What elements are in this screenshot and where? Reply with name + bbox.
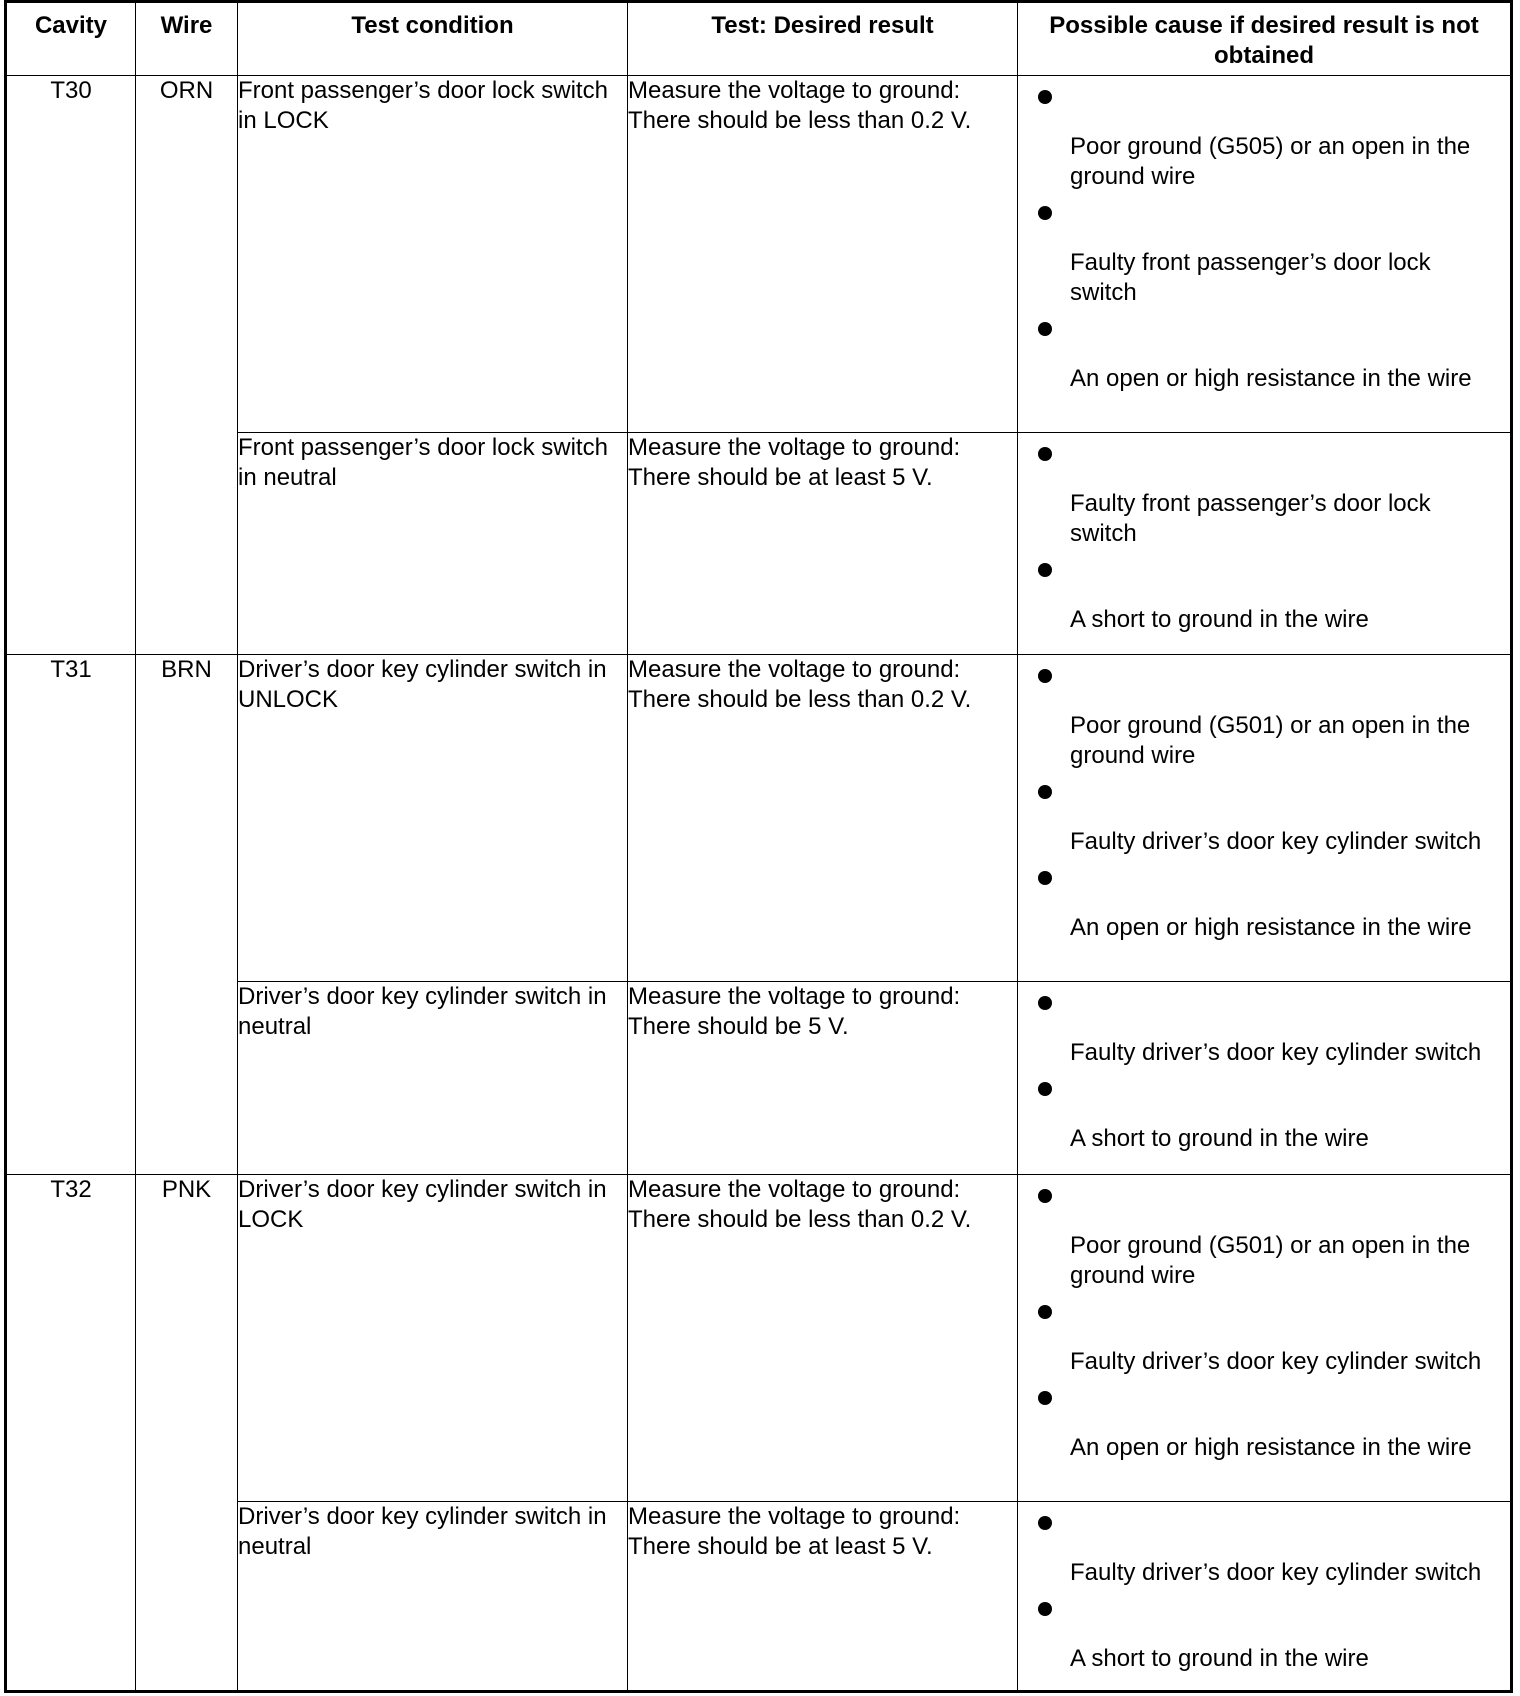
test-condition-cell: Front passenger’s door lock switch in neutral bbox=[238, 433, 628, 655]
list-item bbox=[1038, 447, 1502, 549]
bullet-icon bbox=[1038, 1516, 1052, 1530]
desired-result-cell: Measure the voltage to ground: There should be less than 0.2 V. bbox=[628, 1175, 1018, 1502]
cavity-cell: T31 bbox=[6, 655, 136, 1175]
cause-text: Poor ground (G501) or an open in the ground wire bbox=[1070, 712, 1471, 769]
bullet-icon bbox=[1038, 322, 1052, 336]
cause-text: Faulty driver’s door key cylinder switch bbox=[1070, 1348, 1482, 1375]
desired-result-cell: Measure the voltage to ground: There should be at least 5 V. bbox=[628, 433, 1018, 655]
possible-cause-cell bbox=[1018, 982, 1512, 1175]
list-item bbox=[1038, 1305, 1502, 1377]
bullet-icon bbox=[1038, 785, 1052, 799]
troubleshooting-table bbox=[4, 0, 1513, 1693]
cause-list bbox=[1018, 76, 1510, 394]
test-condition-cell: Driver’s door key cylinder switch in UNLOCK bbox=[238, 655, 628, 982]
cause-text: Poor ground (G505) or an open in the ground wire bbox=[1070, 133, 1471, 190]
troubleshooting-table-frame bbox=[4, 0, 1510, 1690]
desired-result-cell: Measure the voltage to ground: There should be at least 5 V. bbox=[628, 1502, 1018, 1692]
cavity-cell: T30 bbox=[6, 76, 136, 655]
header-row bbox=[6, 2, 1512, 76]
list-item bbox=[1038, 1602, 1502, 1674]
desired-result-cell: Measure the voltage to ground: There should be less than 0.2 V. bbox=[628, 655, 1018, 982]
bullet-icon bbox=[1038, 206, 1052, 220]
bullet-icon bbox=[1038, 1391, 1052, 1405]
cause-text: An open or high resistance in the wire bbox=[1070, 914, 1472, 941]
page-edge-rule bbox=[1510, 0, 1513, 1690]
cause-list bbox=[1018, 655, 1510, 943]
test-condition-cell: Front passenger’s door lock switch in LOCK bbox=[238, 76, 628, 433]
cause-text: A short to ground in the wire bbox=[1070, 606, 1369, 633]
bullet-icon bbox=[1038, 996, 1052, 1010]
cause-text: An open or high resistance in the wire bbox=[1070, 365, 1472, 392]
possible-cause-cell bbox=[1018, 76, 1512, 433]
table-row bbox=[6, 76, 1512, 433]
cause-text: A short to ground in the wire bbox=[1070, 1645, 1369, 1672]
test-condition-cell: Driver’s door key cylinder switch in neutral bbox=[238, 982, 628, 1175]
bullet-icon bbox=[1038, 1602, 1052, 1616]
bullet-icon bbox=[1038, 447, 1052, 461]
bullet-icon bbox=[1038, 1189, 1052, 1203]
header-wire: Wire bbox=[136, 2, 238, 76]
header-desired-result: Test: Desired result bbox=[628, 2, 1018, 76]
possible-cause-cell bbox=[1018, 1502, 1512, 1692]
bullet-icon bbox=[1038, 871, 1052, 885]
cause-text: Poor ground (G501) or an open in the ground wire bbox=[1070, 1232, 1471, 1289]
table-row bbox=[6, 655, 1512, 982]
wire-cell: PNK bbox=[136, 1175, 238, 1692]
bullet-icon bbox=[1038, 669, 1052, 683]
possible-cause-cell bbox=[1018, 1175, 1512, 1502]
list-item bbox=[1038, 669, 1502, 771]
desired-result-cell: Measure the voltage to ground: There should be 5 V. bbox=[628, 982, 1018, 1175]
bullet-icon bbox=[1038, 1305, 1052, 1319]
list-item bbox=[1038, 996, 1502, 1068]
cause-text: Faulty driver’s door key cylinder switch bbox=[1070, 828, 1482, 855]
bullet-icon bbox=[1038, 90, 1052, 104]
table-row bbox=[6, 1175, 1512, 1502]
cause-text: Faulty driver’s door key cylinder switch bbox=[1070, 1559, 1482, 1586]
cause-list bbox=[1018, 982, 1510, 1154]
bullet-icon bbox=[1038, 563, 1052, 577]
list-item bbox=[1038, 1189, 1502, 1291]
list-item bbox=[1038, 1082, 1502, 1154]
cause-list bbox=[1018, 433, 1510, 635]
wire-cell: BRN bbox=[136, 655, 238, 1175]
possible-cause-cell bbox=[1018, 433, 1512, 655]
list-item bbox=[1038, 1516, 1502, 1588]
cause-text: An open or high resistance in the wire bbox=[1070, 1434, 1472, 1461]
header-possible-cause: Possible cause if desired result is not obtained bbox=[1018, 2, 1512, 76]
cause-text: Faulty driver’s door key cylinder switch bbox=[1070, 1039, 1482, 1066]
desired-result-cell: Measure the voltage to ground: There should be less than 0.2 V. bbox=[628, 76, 1018, 433]
cause-text: Faulty front passenger’s door lock switch bbox=[1070, 490, 1431, 547]
list-item bbox=[1038, 1391, 1502, 1463]
cause-text: Faulty front passenger’s door lock switch bbox=[1070, 249, 1431, 306]
list-item bbox=[1038, 785, 1502, 857]
test-condition-cell: Driver’s door key cylinder switch in neutral bbox=[238, 1502, 628, 1692]
list-item bbox=[1038, 90, 1502, 192]
cause-list bbox=[1018, 1175, 1510, 1463]
cavity-cell: T32 bbox=[6, 1175, 136, 1692]
header-test-condition: Test condition bbox=[238, 2, 628, 76]
possible-cause-cell bbox=[1018, 655, 1512, 982]
bullet-icon bbox=[1038, 1082, 1052, 1096]
test-condition-cell: Driver’s door key cylinder switch in LOCK bbox=[238, 1175, 628, 1502]
list-item bbox=[1038, 322, 1502, 394]
wire-cell: ORN bbox=[136, 76, 238, 655]
header-cavity: Cavity bbox=[6, 2, 136, 76]
list-item bbox=[1038, 206, 1502, 308]
list-item bbox=[1038, 871, 1502, 943]
list-item bbox=[1038, 563, 1502, 635]
cause-text: A short to ground in the wire bbox=[1070, 1125, 1369, 1152]
cause-list bbox=[1018, 1502, 1510, 1674]
